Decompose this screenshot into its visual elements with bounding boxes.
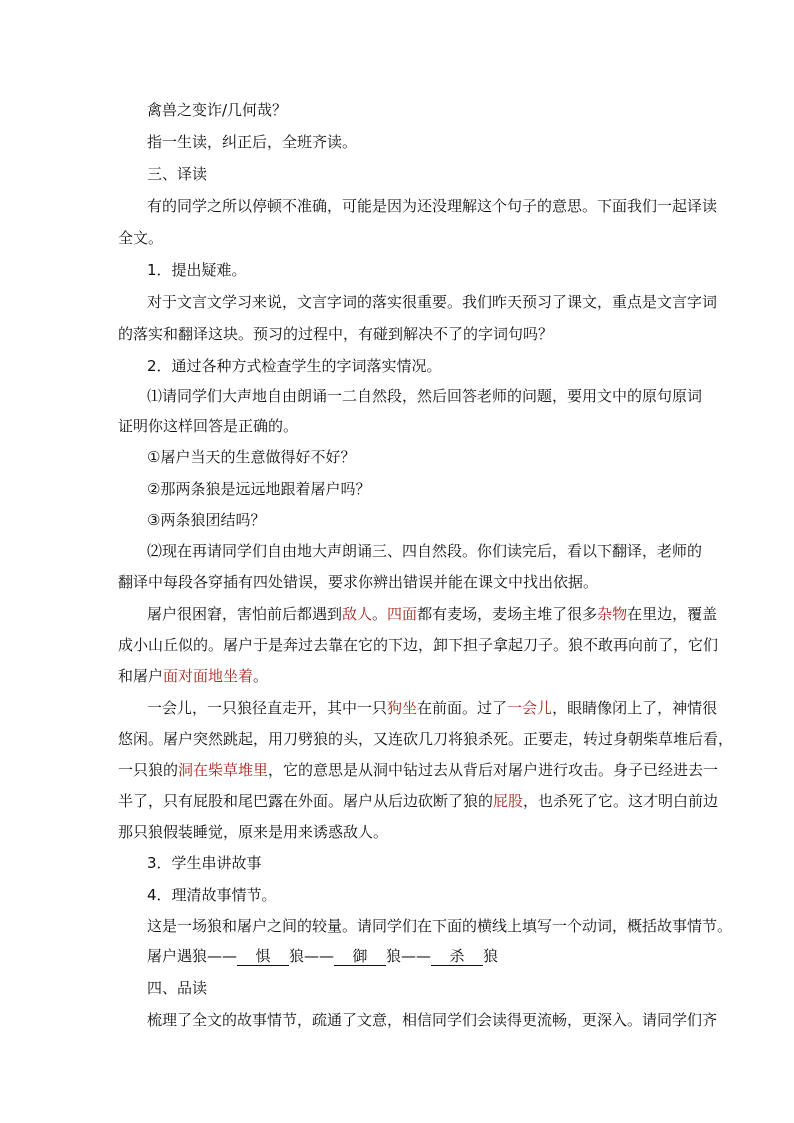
translation-line: 悠闲。屠户突然跳起，用刀劈狼的头，又连砍几刀将狼杀死。正要走，转过身朝柴草堆后看， (118, 730, 734, 748)
translation-line (147, 697, 718, 719)
text-line: 的落实和翻译这块。预习的过程中，有碰到解决不了的字词句吗？ (118, 325, 554, 343)
error-highlight: 洞在柴草堆里 (178, 761, 269, 779)
question-item: ①屠户当天的生意做得好不好？ (147, 448, 356, 466)
error-highlight: 四面 (387, 605, 418, 623)
text-line: ⑵现在再请同学们自由地大声朗诵三、四自然段。你们读完后，看以下翻译，老师的 (147, 542, 703, 560)
text-line: 全文。 (118, 229, 164, 247)
list-item-heading: 1．提出疑难。 (147, 261, 247, 279)
text-span: 半了，只有屁股和尾巴露在外面。屠户从后边砍断了狼的 (118, 792, 494, 810)
text-line: 有的同学之所以停顿不准确，可能是因为还没理解这个句子的意思。下面我们一起译读 (147, 197, 718, 215)
text-span: 。 (372, 605, 388, 623)
list-item-heading: 2．通过各种方式检查学生的字词落实情况。 (147, 357, 442, 375)
fill-blank-answer: 惧 (237, 947, 289, 966)
text-span: 屠户遇狼—— (147, 947, 238, 965)
section-heading: 三、译读 (147, 165, 208, 183)
text-line: 禽兽之变诈/几何哉？ (147, 101, 288, 119)
section-heading: 四、品读 (147, 979, 208, 997)
fill-blank-answer: 御 (334, 947, 386, 966)
translation-line (118, 759, 719, 781)
text-span: 狼 (483, 947, 499, 965)
text-span: 在里边，覆盖 (627, 605, 718, 623)
error-highlight: 一会儿 (507, 699, 553, 717)
translation-line (147, 603, 718, 625)
text-line: 指一生读，纠正后，全班齐读。 (147, 133, 358, 151)
text-span: ，它的意思是从洞中钻过去从背后对屠户进行攻击。身子已经进去一 (268, 761, 719, 779)
question-item: ③两条狼团结吗？ (147, 511, 266, 529)
plot-summary-line (147, 945, 498, 967)
text-span: 都有麦场，麦场主堆了很多 (417, 605, 598, 623)
text-span: 和屠户 (118, 667, 164, 685)
text-line: 对于文言文学习来说，文言字词的落实很重要。我们昨天预习了课文，重点是文言字词 (147, 293, 718, 311)
text-span: ，眼睛像闭上了，神情很 (552, 699, 718, 717)
error-highlight: 狗坐 (387, 699, 418, 717)
error-highlight: 杂物 (597, 605, 628, 623)
error-highlight: 敌人 (342, 605, 373, 623)
translation-line (118, 665, 268, 687)
text-span: ，也杀死了它。这才明白前边 (523, 792, 719, 810)
text-line: 翻译中每段各穿插有四处错误，要求你辨出错误并能在课文中找出依据。 (118, 573, 599, 591)
text-line: 梳理了全文的故事情节，疏通了文意，相信同学们会读得更流畅，更深入。请同学们齐 (147, 1011, 718, 1029)
list-item-heading: 3．学生串讲故事 (147, 854, 262, 872)
text-span: 。 (253, 667, 269, 685)
list-item-heading: 4．理清故事情节。 (147, 886, 277, 904)
text-span: 屠户很困窘，害怕前后都遇到 (147, 605, 343, 623)
translation-line (118, 790, 719, 812)
text-span: 狼—— (386, 947, 432, 965)
text-line: 证明你这样回答是正确的。 (118, 417, 299, 435)
text-span: 一会儿，一只狼径直走开，其中一只 (147, 699, 388, 717)
text-span: 一只狼的 (118, 761, 179, 779)
error-highlight: 屁股 (493, 792, 524, 810)
text-line: 这是一场狼和屠户之间的较量。请同学们在下面的横线上填写一个动词，概括故事情节。 (147, 917, 733, 935)
translation-line: 成小山丘似的。屠户于是奔过去靠在它的下边，卸下担子拿起刀子。狼不敢再向前了，它们 (118, 636, 719, 654)
text-span: 在前面。过了 (417, 699, 508, 717)
question-item: ②那两条狼是远远地跟着屠户吗？ (147, 480, 371, 498)
text-span: 狼—— (289, 947, 335, 965)
text-line: ⑴请同学们大声地自由朗诵一二自然段，然后回答老师的问题，要用文中的原句原词 (147, 387, 703, 405)
fill-blank-answer: 杀 (431, 947, 483, 966)
translation-line: 那只狼假装睡觉，原来是用来诱惑敌人。 (118, 823, 389, 841)
error-highlight: 面对面地坐着 (163, 667, 254, 685)
